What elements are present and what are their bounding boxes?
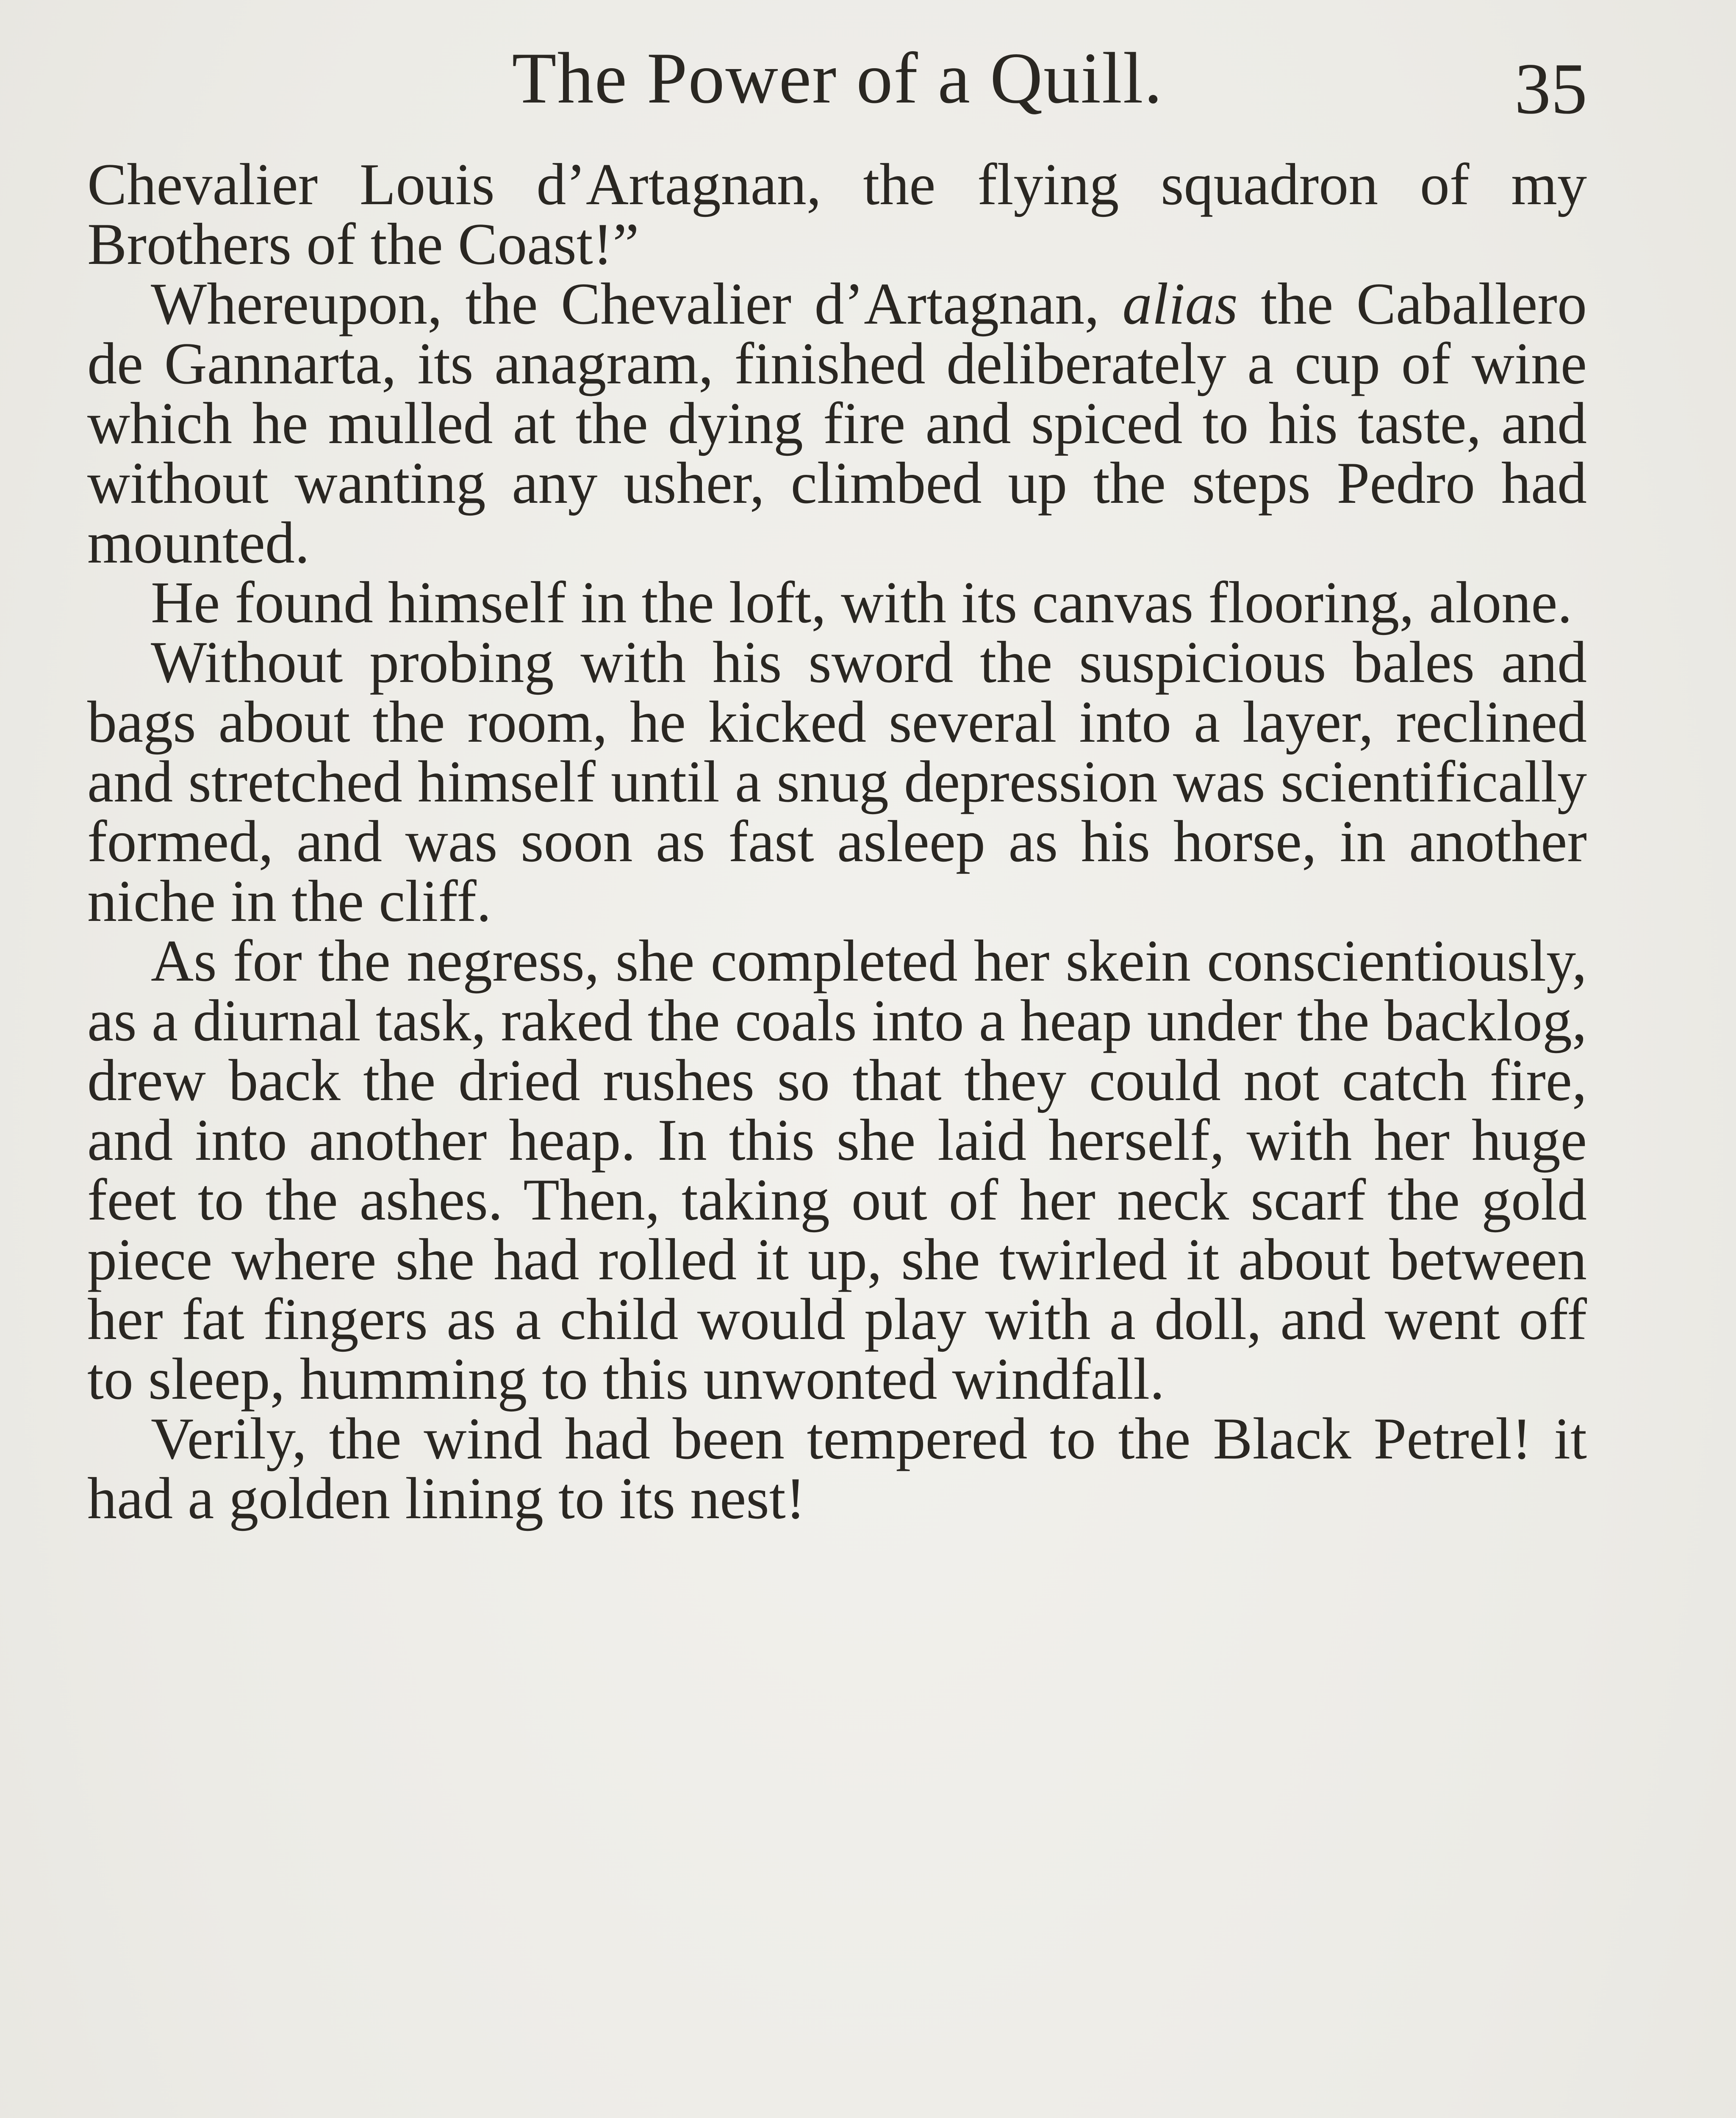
page-number: 35 — [1514, 49, 1587, 129]
running-title: The Power of a Quill. — [512, 38, 1163, 119]
paragraph-6: Verily, the wind had been tempered to the Black Petrel! it had a golden lining to its nest! — [87, 1406, 1587, 1531]
body-text — [87, 152, 1587, 1531]
paragraph-2-after: the Caballero de Gannarta, its anagram, finished deliberately a cup of wine which he mulled at the dying fire and spiced to his taste, and without wanting any usher, climbed up the steps Pedro had mounted. — [87, 271, 1587, 576]
paragraph-3: He found himself in the loft, with its canvas flooring, alone. — [151, 570, 1572, 635]
paragraph-1: Chevalier Louis d’Artagnan, the flying squadron of my Brothers of the Coast!” — [87, 152, 1587, 277]
paragraph-4: Without probing with his sword the suspicious bales and bags about the room, he kicked several into a layer, reclined and stretched himself until a snug depression was scientifically formed, and was soon as fast asleep as his horse, in another niche in the cliff. — [87, 629, 1587, 934]
running-head — [87, 30, 1588, 127]
paragraph-2-italic: alias — [1122, 271, 1238, 337]
paragraph-2-before: Whereupon, the Chevalier d’Artagnan, — [151, 271, 1123, 337]
paragraph-2 — [87, 271, 1587, 576]
paragraph-5: As for the negress, she completed her skein conscientiously, as a diurnal task, raked the coals into a heap under the backlog, drew back the dried rushes so that they could not catch fire, and into another heap. In this she laid herself, with her huge feet to the ashes. Then, taking out of her neck scarf the gold piece where she had rolled it up, she twirled it about between her fat fingers as a child would play with a doll, and went off to sleep, humming to this unwonted windfall. — [87, 928, 1587, 1412]
